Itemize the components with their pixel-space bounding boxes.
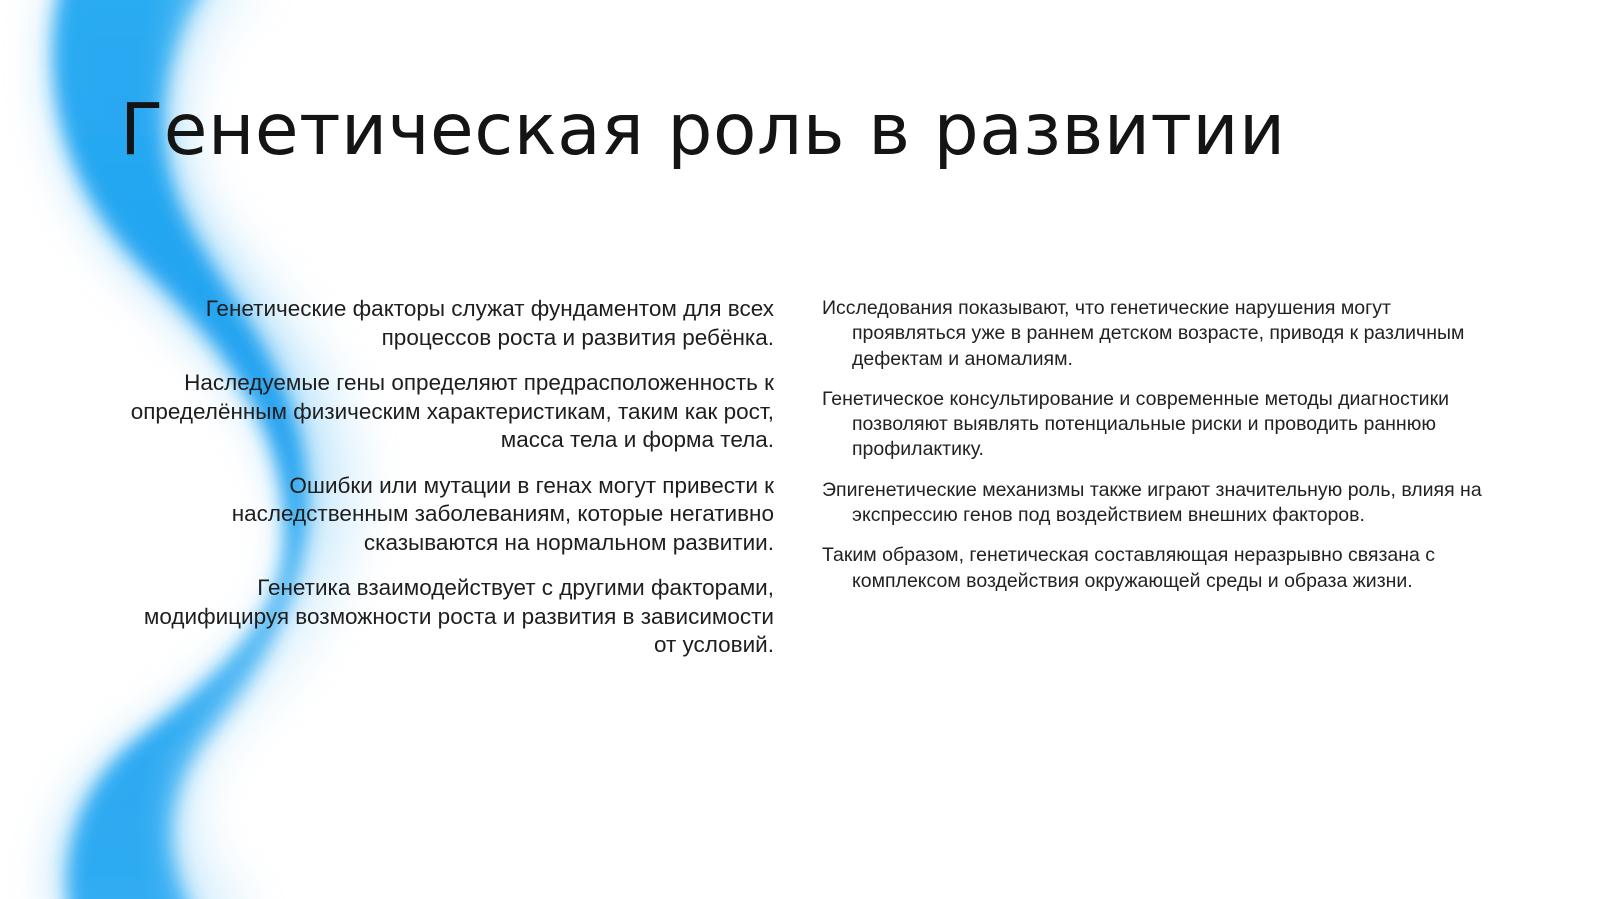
right-text-column (822, 296, 1482, 609)
right-paragraph-1: Исследования показывают, что генетические нарушения могут проявляться уже в раннем детском возрасте, приводя к различным дефектам и аномалиям. (822, 297, 1465, 370)
left-paragraph-3: Ошибки или мутации в генах могут привести к наследственным заболеваниям, которые негативно сказываются на нормальном развитии. (231, 472, 774, 555)
right-paragraph-2: Генетическое консультирование и современные методы диагностики позволяют выявлять потенциальные риски и проводить раннюю профилактику. (822, 387, 1449, 461)
right-paragraph-3: Эпигенетические механизмы также играют значительную роль, влияя на экспрессию генов под воздействием внешних факторов. (822, 478, 1482, 527)
left-text-column (120, 295, 774, 677)
left-paragraph-1: Генетические факторы служат фундаментом для всех процессов роста и развития ребёнка. (205, 296, 774, 350)
right-paragraph-4: Таким образом, генетическая составляющая неразрывно связана с комплексом воздействия окружающей среды и образа жизни. (822, 544, 1436, 592)
slide-title: Генетическая роль в развитии (120, 88, 1286, 171)
left-paragraph-4: Генетика взаимодействует с другими факторами, модифицируя возможности роста и развития в зависимости от условий. (143, 575, 774, 657)
left-paragraph-2: Наследуемые гены определяют предрасположенность к определённым физическим характеристикам, таким как рост, масса тела и форма тела. (130, 370, 774, 452)
